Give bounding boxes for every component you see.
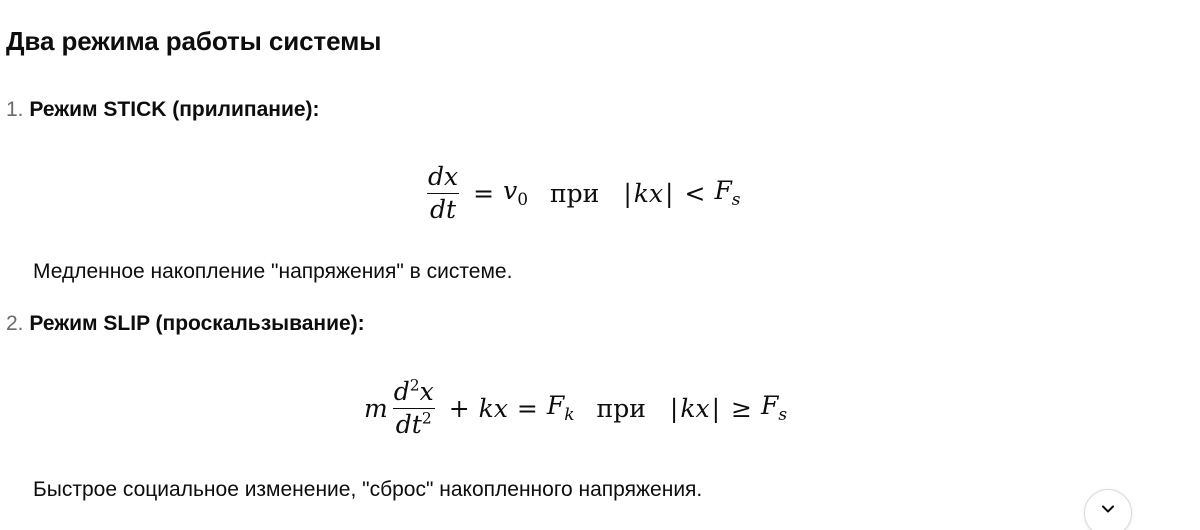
condition-word: при — [596, 393, 646, 423]
list-item-title: Режим STICK (прилипание): — [29, 98, 320, 121]
scroll-down-button[interactable] — [1084, 489, 1132, 530]
fraction-numerator: $d^2x$ — [393, 376, 434, 406]
fraction-denominator: $dt^2$ — [393, 408, 435, 438]
condition-abs: |kx| — [669, 393, 721, 423]
chevron-down-icon — [1100, 504, 1116, 514]
list-number: 1. — [6, 98, 24, 121]
formula-stick — [422, 160, 741, 226]
condition-rhs: $F_s$ — [714, 176, 741, 210]
section-heading: Два режима работы системы — [6, 26, 382, 56]
formula-rhs: $F_k$ — [546, 391, 575, 425]
condition-word: при — [550, 178, 600, 208]
condition-rhs: $F_s$ — [760, 391, 788, 425]
equals-sign: = — [516, 393, 538, 423]
condition-relation: < — [684, 178, 706, 208]
item-description: Медленное накопление "напряжения" в системе. — [33, 260, 513, 283]
item-description: Быстрое социальное изменение, "сброс" накопленного напряжения. — [33, 478, 703, 501]
condition-abs: |kx| — [623, 178, 674, 208]
condition-relation: ≥ — [731, 393, 752, 423]
formula-slip — [364, 372, 787, 444]
list-number: 2. — [6, 312, 24, 335]
plus-sign: + — [448, 393, 470, 423]
fraction-dx-dt — [425, 161, 461, 224]
formula-coefficient: m — [364, 393, 388, 423]
fraction-numerator: dx — [428, 161, 459, 191]
list-item-stick — [6, 96, 320, 124]
formula-rhs: $v_0$ — [503, 176, 529, 210]
equals-sign: = — [473, 178, 495, 208]
fraction-d2x-dt2 — [391, 376, 437, 439]
fraction-denominator: dt — [427, 193, 459, 223]
list-item-slip — [6, 310, 365, 338]
formula-term: kx — [478, 393, 508, 423]
list-item-title: Режим SLIP (проскальзывание): — [29, 312, 365, 335]
